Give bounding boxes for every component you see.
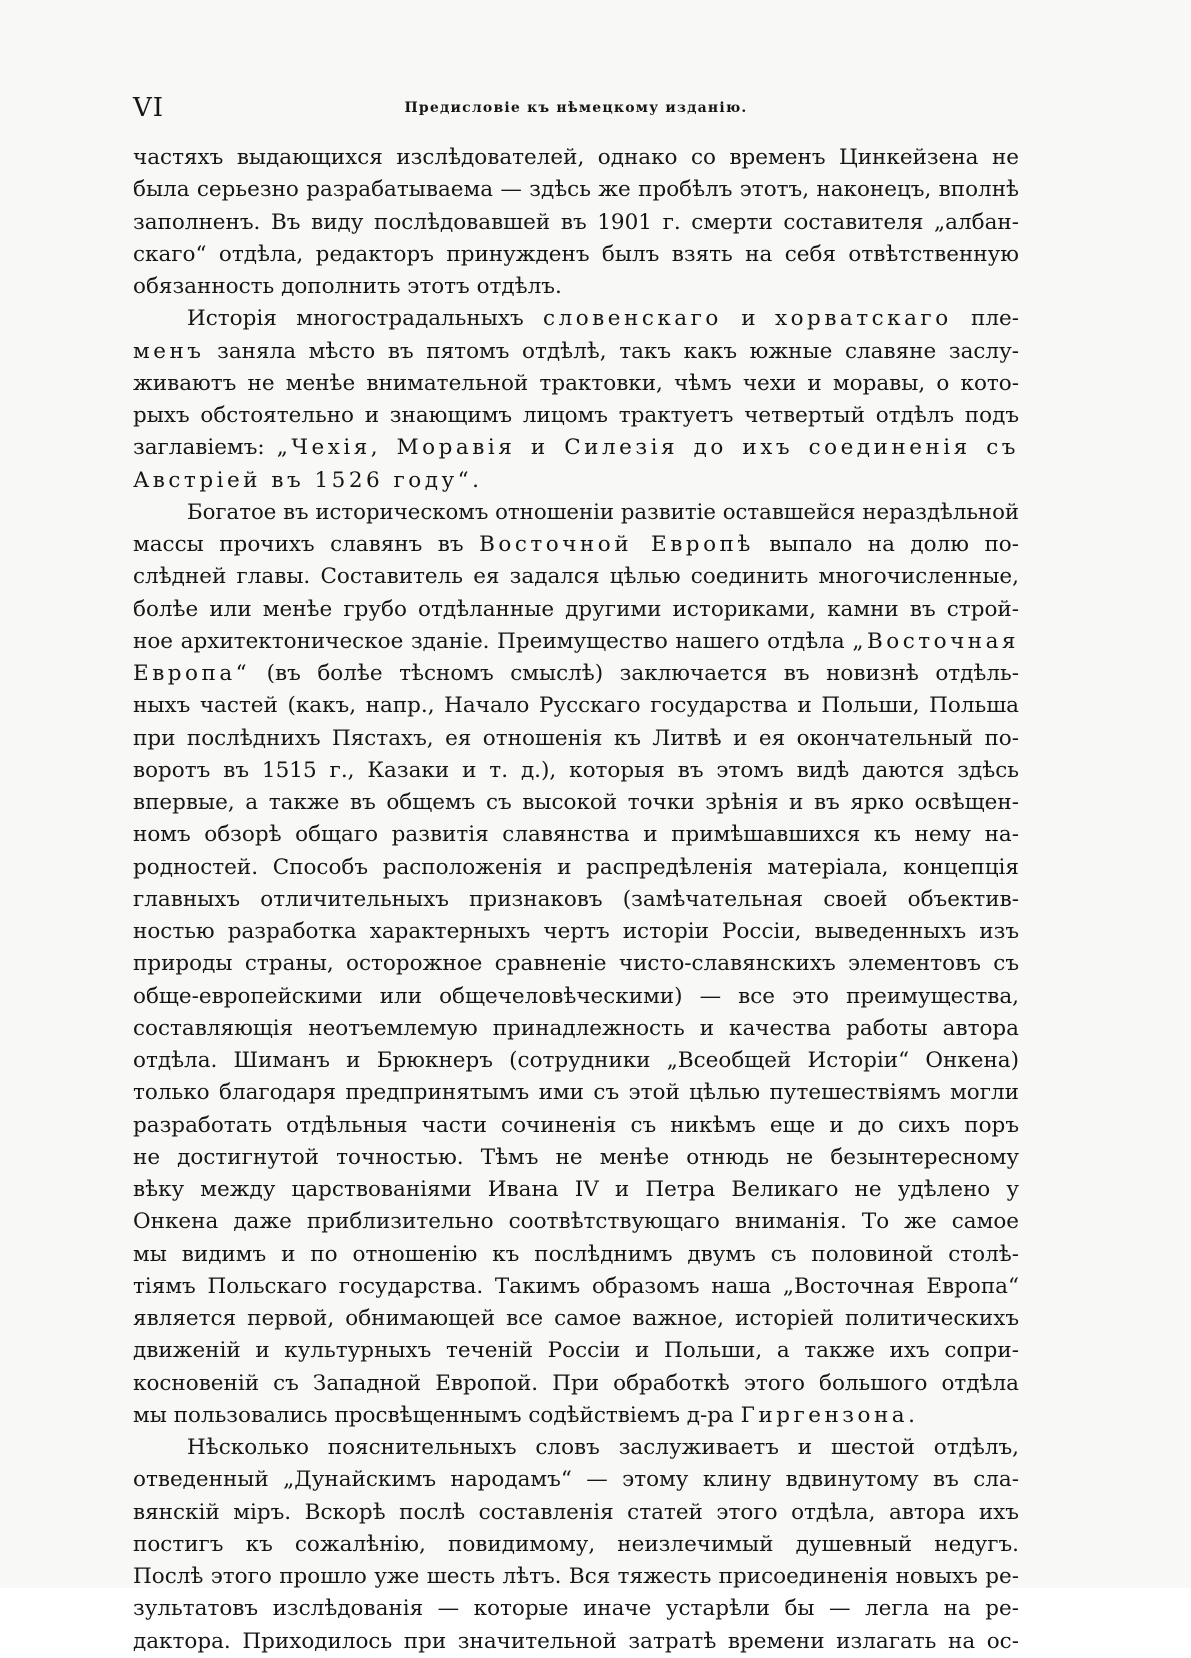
text-line: вянскій міръ. Вскорѣ послѣ составленія статей этого отдѣла, автора ихъ bbox=[133, 1499, 1019, 1525]
text-line: ностью разработка характерныхъ чертъ исторіи Россіи, выведенныхъ изъ bbox=[133, 919, 1019, 944]
text-line: вѣку между царствованіями Ивана IV и Петра Великаго не удѣлено у bbox=[133, 1177, 1019, 1202]
text-line: отдѣла. Шиманъ и Брюкнеръ (сотрудники „Всеобщей Исторіи“ Онкена) bbox=[133, 1048, 1019, 1073]
text-line: дактора. Приходилось при значительной затратѣ времени излагать на ос- bbox=[133, 1628, 1019, 1654]
page-header bbox=[133, 92, 1019, 132]
text-line: живаютъ не менѣе внимательной трактовки, чѣмъ чехи и моравы, о кото- bbox=[133, 370, 1019, 396]
text-line: при послѣднихъ Пястахъ, ея отношенія къ Литвѣ и ея окончательный по- bbox=[133, 725, 1019, 751]
text-line: Богатое въ историческомъ отношеніи развитіе оставшейся нераздѣльной bbox=[187, 499, 1020, 525]
text-line: слѣдней главы. Составитель ея задался цѣлью соединить многочисленные, bbox=[133, 564, 1019, 590]
text-line: заполненъ. Въ виду послѣдовавшей въ 1901 г. смерти составителя „албан- bbox=[133, 209, 1019, 235]
text-line: отведенный „Дунайскимъ народамъ“ — этому клину вдвинутому въ сла- bbox=[133, 1467, 1019, 1493]
text-line: природы страны, осторожное сравненіе чисто-славянскихъ элементовъ съ bbox=[133, 951, 1019, 977]
text-line: менъ заняла мѣсто въ пятомъ отдѣлѣ, такъ какъ южные славяне заслу- bbox=[133, 338, 1019, 364]
spaced-term: „Чехія, Моравія и Силезія до ихъ соединенія съ bbox=[276, 435, 1019, 461]
text-line: разработать отдѣльныя части сочиненія съ никѣмъ еще и до сихъ поръ bbox=[133, 1112, 1019, 1138]
text-line: тіямъ Польскаго государства. Такимъ образомъ наша „Восточная Европа“ bbox=[133, 1273, 1019, 1299]
text-line: Онкена даже приблизительно соотвѣтствующаго вниманія. То же самое bbox=[133, 1209, 1019, 1235]
text-line: обязанность дополнить этотъ отдѣлъ. bbox=[133, 274, 562, 299]
text-line: ное архитектоническое зданіе. Преимущество нашего отдѣла „Восточная bbox=[133, 628, 1019, 654]
text-line: воротъ въ 1515 г., Казаки и т. д.), которыя въ этомъ видѣ даются здѣсь bbox=[133, 757, 1019, 783]
text-line: не достигнутой точностью. Тѣмъ не менѣе отнюдь не безынтересному bbox=[133, 1144, 1019, 1170]
text-line: мы пользовались просвѣщеннымъ содѣйствіемъ д-ра Гиргензона. bbox=[133, 1402, 915, 1428]
text-line: родностей. Способъ расположенія и распредѣленія матеріала, концепція bbox=[133, 854, 1019, 880]
text-line: косновеній съ Западной Европой. При обработкѣ этого большого отдѣла bbox=[133, 1370, 1019, 1396]
text-line: главныхъ отличительныхъ признаковъ (замѣчательная своей объектив- bbox=[133, 886, 1019, 912]
page-number: VI bbox=[133, 93, 165, 123]
text-line: Европа“ (въ болѣе тѣсномъ смыслѣ) заключается въ новизнѣ отдѣль- bbox=[133, 661, 1019, 686]
running-head: Предисловіе къ нѣмецкому изданію. bbox=[404, 100, 748, 116]
text-line: скаго“ отдѣла, редакторъ принужденъ былъ взять на себя отвѣтственную bbox=[133, 241, 1019, 267]
text-line: составляющія неотъемлемую принадлежность и качества работы автора bbox=[133, 1015, 1019, 1041]
text-line: движеній и культурныхъ теченій Россіи и Польши, а также ихъ сопри- bbox=[133, 1338, 1019, 1364]
text-line: является первой, обнимающей все самое важное, исторіей политическихъ bbox=[133, 1306, 1019, 1331]
body-text bbox=[133, 142, 1019, 1658]
text-line: рыхъ обстоятельно и знающимъ лицомъ трактуетъ четвертый отдѣлъ подъ bbox=[133, 403, 1019, 428]
text-line: впервые, а также въ общемъ съ высокой точки зрѣнія и въ ярко освѣщен- bbox=[133, 790, 1019, 815]
text-line: массы прочихъ славянъ въ Восточной Европѣ выпало на долю по- bbox=[133, 532, 1019, 557]
spaced-term: Австріей въ 1526 году“ bbox=[133, 467, 473, 493]
text-line: только благодаря предпринятымъ ими съ этой цѣлью путешествіямъ могли bbox=[133, 1080, 1019, 1106]
text-line: мы видимъ и по отношенію къ послѣднимъ двумъ съ половиной столѣ- bbox=[133, 1241, 1019, 1267]
text-line: обще-европейскими или общечеловѣческими) — все это преимущества, bbox=[133, 983, 1019, 1009]
text-line: постигъ къ сожалѣнію, повидимому, неизлечимый душевный недугъ. bbox=[133, 1531, 1019, 1557]
text-line: заглавіемъ: „Чехія, Моравія и Силезія до ихъ соединенія съ bbox=[133, 435, 1019, 461]
text-line: Нѣсколько пояснительныхъ словъ заслуживаетъ и шестой отдѣлъ, bbox=[187, 1435, 1019, 1460]
spaced-term: Восточной Европѣ bbox=[479, 532, 754, 557]
text-line: Исторія многострадальныхъ словенскаго и хорватскаго пле- bbox=[187, 306, 1020, 332]
spaced-term: Европа“ bbox=[133, 661, 251, 686]
text-line: Послѣ этого прошло уже шесть лѣтъ. Вся тяжесть присоединенія новыхъ ре- bbox=[133, 1564, 1019, 1589]
spaced-term: менъ bbox=[133, 338, 205, 364]
text-line: была серьезно разрабатываема — здѣсь же пробѣлъ этотъ, наконецъ, вполнѣ bbox=[133, 177, 1019, 203]
spaced-term: словенскаго bbox=[543, 306, 722, 332]
text-line: болѣе или менѣе грубо отдѣланные другими историками, камни въ строй- bbox=[133, 596, 1019, 622]
text-line: Австріей въ 1526 году“. bbox=[133, 467, 479, 493]
spaced-term: хорватскаго bbox=[774, 306, 952, 332]
spaced-term: Гиргензона bbox=[740, 1402, 909, 1428]
text-line: номъ обзорѣ общаго развитія славянства и примѣшавшихся къ нему на- bbox=[133, 822, 1019, 848]
text-line: частяхъ выдающихся изслѣдователей, однако со временъ Цинкейзена не bbox=[133, 145, 1019, 170]
text-line: ныхъ частей (какъ, напр., Начало Русскаго государства и Польши, Польша bbox=[133, 693, 1019, 719]
text-line: зультатовъ изслѣдованія — которые иначе устарѣли бы — легла на ре- bbox=[133, 1596, 1019, 1622]
spaced-term: „Восточная bbox=[852, 628, 1019, 654]
